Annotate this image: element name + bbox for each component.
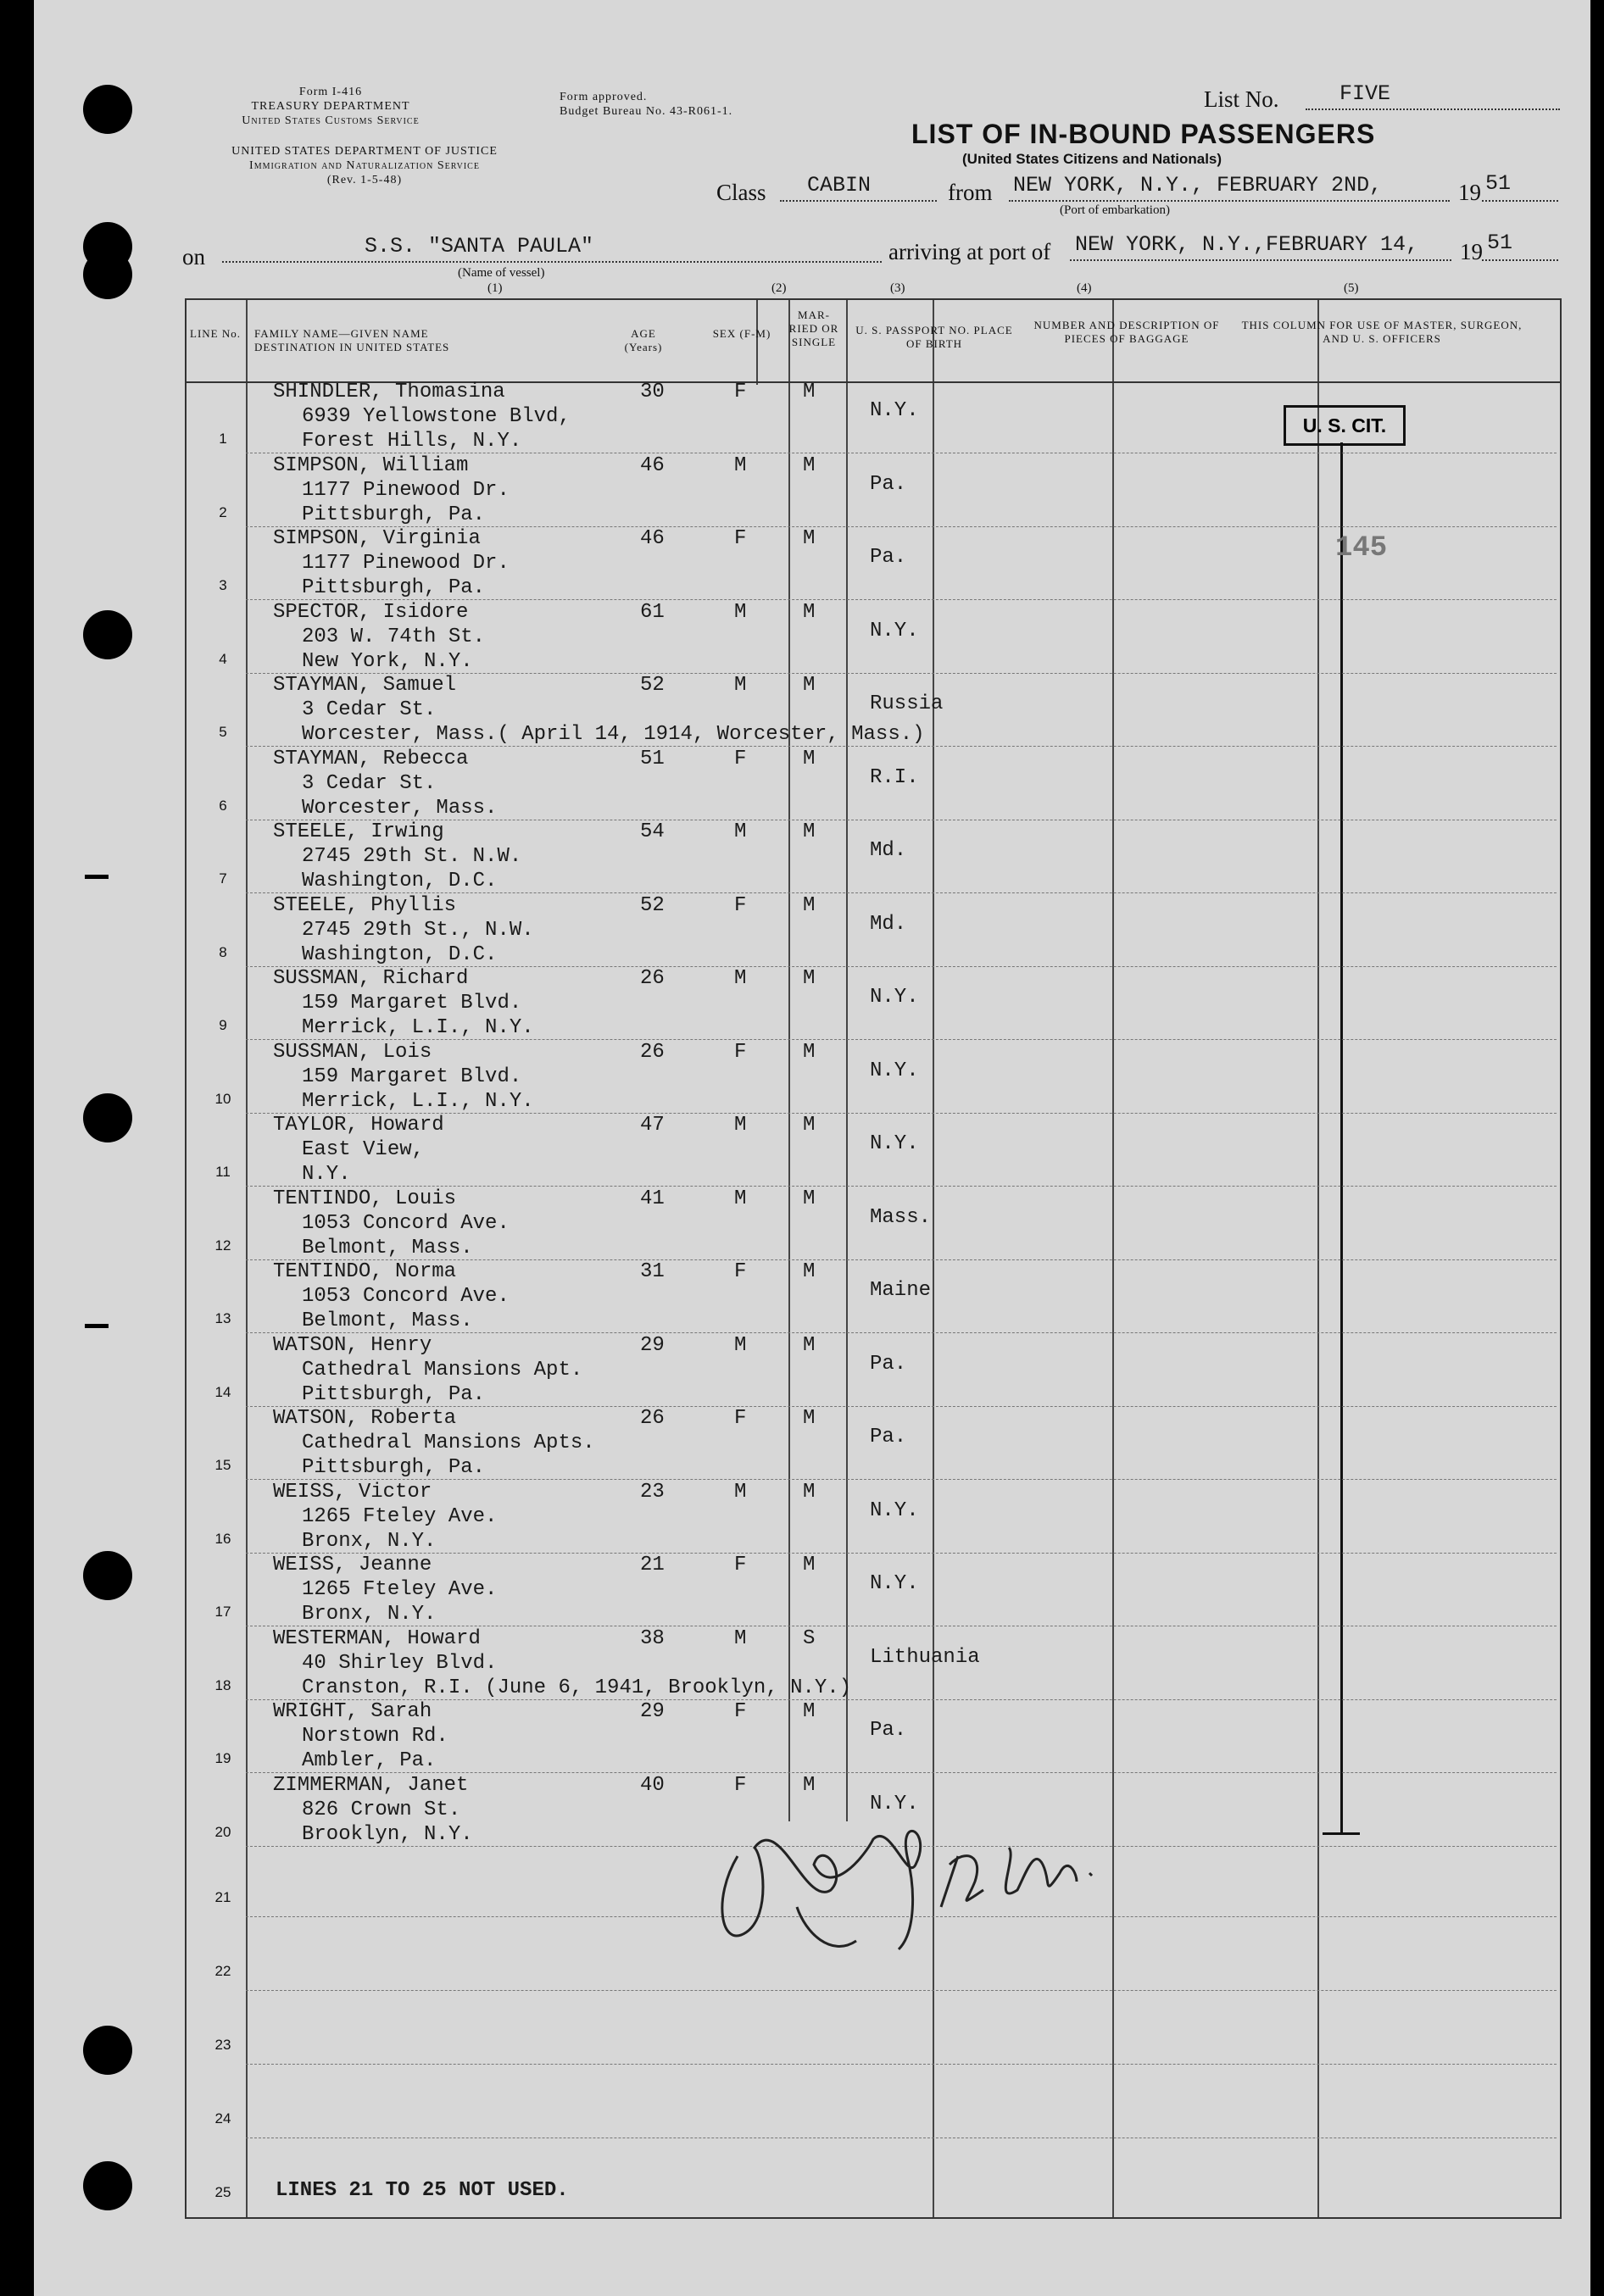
line-number: 7	[219, 870, 227, 887]
passenger-sex: F	[734, 747, 747, 770]
line-number: 20	[214, 1823, 231, 1840]
passenger-birthplace: Pa.	[870, 1352, 907, 1376]
passenger-birthplace: Pa.	[870, 546, 907, 569]
row-divider	[246, 1039, 1557, 1041]
passenger-age: 46	[640, 527, 665, 550]
col-number-5: (5)	[1344, 281, 1359, 295]
passenger-marital: M	[803, 1333, 816, 1357]
stamp-bracket-end	[1323, 1832, 1360, 1835]
column-header-sex: SEX (F-M)	[712, 327, 771, 340]
row-divider	[246, 2064, 1557, 2065]
passenger-age: 30	[640, 381, 665, 403]
passenger-age: 51	[640, 747, 665, 770]
passenger-marital: M	[803, 820, 816, 843]
passenger-birthplace: N.Y.	[870, 1572, 919, 1595]
line-number: 4	[219, 650, 227, 667]
col-number-1: (1)	[487, 281, 503, 295]
passenger-age: 52	[640, 674, 665, 697]
line-number: 21	[214, 1889, 231, 1905]
passenger-address: 3 Cedar St.	[302, 698, 437, 721]
passenger-name: ZIMMERMAN, Janet	[273, 1773, 469, 1797]
line-number: 12	[214, 1237, 231, 1254]
passenger-marital: M	[803, 1114, 816, 1137]
passenger-birthplace: N.Y.	[870, 1792, 919, 1815]
passenger-address: 2745 29th St. N.W.	[302, 845, 522, 868]
passenger-marital: M	[803, 381, 816, 403]
passenger-address: Cathedral Mansions Apt.	[302, 1358, 583, 1381]
passenger-age: 23	[640, 1480, 665, 1504]
stamp-bracket-line	[1340, 442, 1343, 1832]
passenger-birthplace: N.Y.	[870, 1132, 919, 1155]
form-identifier	[178, 85, 483, 128]
passenger-city: Bronx, N.Y.	[302, 1529, 437, 1553]
passenger-city: Merrick, L.I., N.Y.	[302, 1089, 534, 1113]
passenger-marital: M	[803, 893, 816, 917]
vessel-caption: (Name of vessel)	[458, 266, 545, 280]
passenger-birthplace: Maine	[870, 1279, 932, 1302]
line-number: 1	[219, 431, 227, 447]
line-number: 8	[219, 943, 227, 960]
row-divider	[246, 2138, 1557, 2139]
passenger-name: STAYMAN, Rebecca	[273, 747, 469, 770]
row-divider	[246, 1990, 1557, 1992]
passenger-city: Cranston, R.I. (June 6, 1941, Brooklyn, N.Y.)	[302, 1676, 852, 1699]
class-value: CABIN	[807, 173, 872, 197]
passenger-age: 52	[640, 893, 665, 917]
passenger-sex: M	[734, 1626, 747, 1650]
line-number: 24	[214, 2110, 231, 2126]
passenger-age: 29	[640, 1333, 665, 1357]
passenger-address: 1053 Concord Ave.	[302, 1211, 510, 1235]
passenger-marital: M	[803, 1554, 816, 1576]
line-number: 3	[219, 577, 227, 593]
passenger-city: Worcester, Mass.( April 14, 1914, Worcester, Mass.)	[302, 723, 925, 746]
us-citizen-stamp: U. S. CIT.	[1284, 405, 1406, 446]
passenger-name: SHINDLER, Thomasina	[273, 381, 505, 403]
column-header-name: FAMILY NAME—GIVEN NAME DESTINATION IN UNITED STATES	[254, 327, 450, 353]
line-number: 25	[214, 2184, 231, 2200]
passenger-age: 21	[640, 1554, 665, 1576]
passenger-age: 47	[640, 1114, 665, 1137]
class-label: Class	[716, 180, 766, 205]
passenger-city: Washington, D.C.	[302, 942, 498, 966]
passenger-city: Worcester, Mass.	[302, 796, 498, 820]
col-number-3: (3)	[890, 281, 905, 295]
col-number-4: (4)	[1077, 281, 1092, 295]
passenger-birthplace: N.Y.	[870, 1498, 919, 1522]
vessel-name: S.S. "SANTA PAULA"	[365, 234, 594, 259]
col-number-2: (2)	[771, 281, 787, 295]
passenger-address: 1265 Fteley Ave.	[302, 1578, 498, 1601]
passenger-name: SPECTOR, Isidore	[273, 600, 469, 624]
form-approved: Form approved.	[560, 91, 648, 103]
passenger-city: Merrick, L.I., N.Y.	[302, 1016, 534, 1039]
passenger-city: Ambler, Pa.	[302, 1749, 437, 1772]
page-subtitle: (United States Citizens and Nationals)	[962, 151, 1222, 167]
passenger-age: 29	[640, 1700, 665, 1723]
passenger-address: 159 Margaret Blvd.	[302, 1065, 522, 1088]
passenger-name: TENTINDO, Norma	[273, 1260, 457, 1283]
passenger-name: STEELE, Irwing	[273, 820, 444, 843]
passenger-address: 40 Shirley Blvd.	[302, 1651, 498, 1675]
binder-hole	[83, 2161, 132, 2210]
passenger-sex: F	[734, 1040, 747, 1064]
binder-hole	[83, 610, 132, 659]
passenger-age: 26	[640, 967, 665, 990]
line-number: 9	[219, 1017, 227, 1033]
passenger-age: 46	[640, 453, 665, 477]
approval-block	[560, 90, 732, 119]
column-header-passport: U. S. PASSPORT NO. PLACE OF BIRTH	[855, 324, 1013, 350]
binder-hole	[83, 250, 132, 299]
line-number: 14	[214, 1383, 231, 1400]
column-header-line: LINE No.	[190, 327, 241, 340]
passenger-city: Forest Hills, N.Y.	[302, 430, 522, 453]
from-value: NEW YORK, N.Y., FEBRUARY 2ND,	[1013, 173, 1383, 197]
passenger-birthplace: N.Y.	[870, 399, 919, 422]
arrival-value: NEW YORK, N.Y.,FEBRUARY 14,	[1075, 232, 1419, 257]
passenger-marital: M	[803, 527, 816, 550]
justice-department: UNITED STATES DEPARTMENT OF JUSTICE	[231, 145, 498, 158]
passenger-marital: M	[803, 967, 816, 990]
line-number: 22	[214, 1963, 231, 1979]
passenger-address: 826 Crown St.	[302, 1798, 461, 1821]
passenger-birthplace: R.I.	[870, 765, 919, 789]
row-divider	[246, 1699, 1557, 1701]
passenger-city: Pittsburgh, Pa.	[302, 1456, 486, 1479]
passenger-sex: F	[734, 1700, 747, 1723]
passenger-sex: F	[734, 1554, 747, 1576]
passenger-name: SIMPSON, Virginia	[273, 527, 481, 550]
binder-hole	[83, 2026, 132, 2075]
passenger-age: 31	[640, 1260, 665, 1283]
passenger-sex: M	[734, 1187, 747, 1210]
passenger-birthplace: Md.	[870, 839, 907, 862]
passenger-name: TENTINDO, Louis	[273, 1187, 457, 1210]
list-no-label: List No.	[1204, 86, 1279, 112]
passenger-address: 159 Margaret Blvd.	[302, 992, 522, 1015]
passenger-age: 26	[640, 1407, 665, 1430]
passenger-marital: M	[803, 1260, 816, 1283]
passenger-sex: F	[734, 381, 747, 403]
passenger-city: Bronx, N.Y.	[302, 1603, 437, 1626]
passenger-address: Norstown Rd.	[302, 1725, 448, 1748]
immigration-service: Immigration and Naturalization Service	[249, 159, 480, 172]
passenger-sex: M	[734, 967, 747, 990]
passenger-city: Pittsburgh, Pa.	[302, 503, 486, 526]
passenger-address: 1177 Pinewood Dr.	[302, 478, 510, 502]
passenger-sex: M	[734, 600, 747, 624]
passenger-city: Brooklyn, N.Y.	[302, 1822, 473, 1846]
passenger-sex: F	[734, 1407, 747, 1430]
passenger-birthplace: N.Y.	[870, 1059, 919, 1082]
passenger-age: 40	[640, 1773, 665, 1797]
passenger-name: SIMPSON, William	[273, 453, 469, 477]
passenger-age: 41	[640, 1187, 665, 1210]
passenger-name: WATSON, Henry	[273, 1333, 432, 1357]
line-number: 6	[219, 797, 227, 814]
passenger-city: New York, N.Y.	[302, 649, 473, 673]
passenger-marital: M	[803, 747, 816, 770]
line-number: 18	[214, 1676, 231, 1693]
passenger-age: 26	[640, 1040, 665, 1064]
line-number: 16	[214, 1530, 231, 1547]
passenger-birthplace: Pa.	[870, 472, 907, 496]
passenger-sex: F	[734, 893, 747, 917]
form-number: Form I-416	[298, 86, 363, 98]
from-label: from	[948, 180, 993, 205]
line-number: 11	[215, 1164, 231, 1180]
passenger-sex: F	[734, 527, 747, 550]
passenger-birthplace: Russia	[870, 692, 944, 715]
passenger-sex: M	[734, 1333, 747, 1357]
passenger-city: Washington, D.C.	[302, 870, 498, 892]
passenger-name: WRIGHT, Sarah	[273, 1700, 432, 1723]
passenger-birthplace: Mass.	[870, 1205, 932, 1229]
column-header-married: MAR-RIED OR SINGLE	[788, 309, 839, 348]
passenger-marital: M	[803, 1700, 816, 1723]
passenger-sex: M	[734, 674, 747, 697]
line-number: 2	[219, 503, 227, 520]
revision: (Rev. 1-5-48)	[326, 174, 403, 186]
passenger-sex: F	[734, 1260, 747, 1283]
budget-bureau: Budget Bureau No. 43-R061-1.	[560, 105, 733, 118]
passenger-sex: F	[734, 1773, 747, 1797]
passenger-address: 1053 Concord Ave.	[302, 1285, 510, 1308]
year-prefix-2: 19	[1460, 239, 1483, 264]
passenger-sex: M	[734, 1480, 747, 1504]
page-title: LIST OF IN-BOUND PASSENGERS	[911, 119, 1376, 149]
passenger-city: Pittsburgh, Pa.	[302, 576, 486, 599]
passenger-address: 6939 Yellowstone Blvd,	[302, 405, 571, 428]
row-divider	[246, 1479, 1557, 1481]
passenger-name: STAYMAN, Samuel	[273, 674, 457, 697]
passenger-address: 1265 Fteley Ave.	[302, 1504, 498, 1528]
inspector-signature	[704, 1763, 1145, 1983]
passenger-name: STEELE, Phyllis	[273, 893, 457, 917]
passenger-age: 38	[640, 1626, 665, 1650]
treasury-department: TREASURY DEPARTMENT	[251, 100, 410, 113]
line-number: 5	[219, 724, 227, 740]
passenger-marital: M	[803, 1407, 816, 1430]
passenger-marital: M	[803, 1040, 816, 1064]
passenger-name: SUSSMAN, Lois	[273, 1040, 432, 1064]
passenger-birthplace: Pa.	[870, 1719, 907, 1742]
footer-note: LINES 21 TO 25 NOT USED.	[276, 2179, 569, 2202]
passenger-marital: M	[803, 1773, 816, 1797]
passenger-address: 203 W. 74th St.	[302, 625, 486, 648]
column-header-age: AGE (Years)	[624, 327, 663, 353]
passenger-name: TAYLOR, Howard	[273, 1114, 444, 1137]
passenger-birthplace: Lithuania	[870, 1645, 980, 1669]
passenger-marital: M	[803, 453, 816, 477]
passenger-city: Belmont, Mass.	[302, 1236, 473, 1259]
line-number: 23	[214, 2037, 231, 2053]
passenger-name: WATSON, Roberta	[273, 1407, 457, 1430]
passenger-birthplace: Md.	[870, 912, 907, 936]
on-label: on	[182, 244, 205, 270]
passenger-sex: M	[734, 820, 747, 843]
passenger-age: 61	[640, 600, 665, 624]
line-number: 10	[214, 1090, 231, 1107]
passenger-birthplace: N.Y.	[870, 619, 919, 642]
passenger-age: 54	[640, 820, 665, 843]
passenger-name: WEISS, Victor	[273, 1480, 432, 1504]
line-number: 19	[214, 1750, 231, 1766]
passenger-marital: M	[803, 1480, 816, 1504]
passenger-name: WEISS, Jeanne	[273, 1554, 432, 1576]
arriving-label: arriving at port of	[888, 239, 1051, 264]
passenger-city: Belmont, Mass.	[302, 1309, 473, 1332]
year-prefix: 19	[1458, 180, 1481, 205]
column-header-officers: THIS COLUMN FOR USE OF MASTER, SURGEON, AND U. S. OFFICERS	[1241, 319, 1523, 345]
year-arrival: 51	[1487, 231, 1513, 255]
binder-hole	[83, 85, 132, 134]
line-number: 15	[214, 1457, 231, 1473]
row-divider	[246, 1332, 1557, 1334]
column-header-baggage: NUMBER AND DESCRIPTION OF PIECES OF BAGGAGE	[1033, 319, 1220, 345]
passenger-birthplace: N.Y.	[870, 986, 919, 1009]
stamp-number: 145	[1335, 532, 1388, 564]
passenger-address: Cathedral Mansions Apts.	[302, 1432, 595, 1454]
passenger-city: Pittsburgh, Pa.	[302, 1382, 486, 1406]
passenger-name: SUSSMAN, Richard	[273, 967, 469, 990]
manifest-page	[34, 0, 1590, 2296]
passenger-address: 3 Cedar St.	[302, 771, 437, 795]
passenger-sex: M	[734, 453, 747, 477]
punch-mark	[85, 875, 109, 879]
passenger-marital: M	[803, 1187, 816, 1210]
passenger-address: 2745 29th St., N.W.	[302, 918, 534, 942]
port-caption: (Port of embarkation)	[1060, 203, 1170, 217]
passenger-marital: S	[803, 1626, 816, 1650]
passenger-sex: M	[734, 1114, 747, 1137]
passenger-name: WESTERMAN, Howard	[273, 1626, 481, 1650]
passenger-marital: M	[803, 674, 816, 697]
justice-block	[178, 144, 551, 187]
binder-hole	[83, 1551, 132, 1600]
passenger-address: 1177 Pinewood Dr.	[302, 552, 510, 575]
passenger-city: N.Y.	[302, 1163, 351, 1186]
row-divider	[246, 1553, 1557, 1554]
binder-hole	[83, 1093, 132, 1142]
line-number: 13	[214, 1310, 231, 1326]
list-no-value: FIVE	[1339, 81, 1391, 106]
passenger-address: East View,	[302, 1138, 425, 1161]
year-embark: 51	[1485, 171, 1512, 196]
punch-mark	[85, 1324, 109, 1328]
customs-service: United States Customs Service	[242, 114, 420, 127]
line-number: 17	[214, 1604, 231, 1620]
passenger-birthplace: Pa.	[870, 1426, 907, 1448]
passenger-marital: M	[803, 600, 816, 624]
